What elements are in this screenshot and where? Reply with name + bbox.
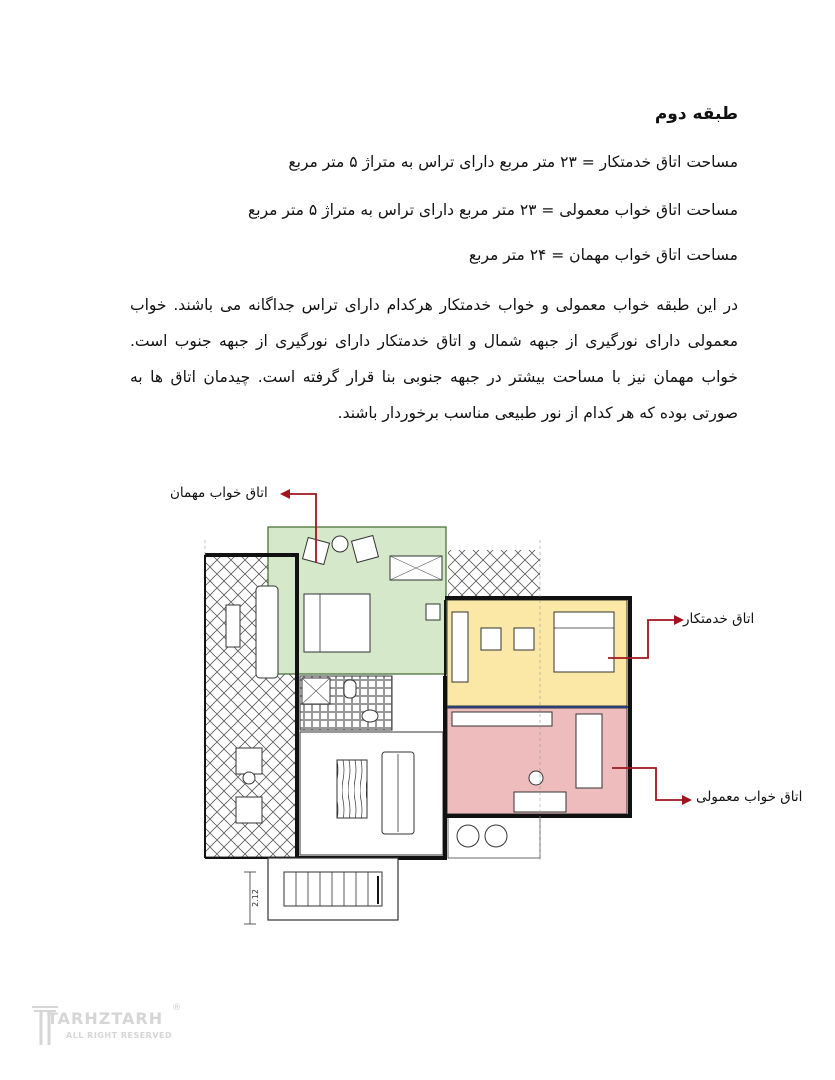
logo-tagline: ALL RIGHT RESERVED	[66, 1031, 173, 1040]
hall-table	[337, 760, 367, 818]
logo-registered-mark: ®	[172, 1003, 181, 1013]
sink	[362, 710, 378, 722]
hall	[300, 732, 443, 855]
servant-room-area-line: مساحت اتاق خدمتکار = ۲۳ متر مربع دارای تراس به متراژ ۵ متر مربع	[288, 153, 738, 171]
north-terrace-hatch	[448, 550, 540, 598]
logo-name: TARHZTARH	[47, 1009, 164, 1028]
common-bedroom-label: اتاق خواب معمولی	[696, 789, 803, 805]
guest-room-label: اتاق خواب مهمان	[170, 485, 268, 501]
terrace-sofa	[256, 586, 278, 678]
description-paragraph: در این طبقه خواب معمولی و خواب خدمتکار هرکدام دارای تراس جداگانه می باشند. خواب معمولی دارای نورگیری از جبهه شمال و اتاق خدمتکار دارای نورگیری از جبهه جنوب است. خواب مهمان نیز با مساحت بیشتر در جبهه جنوبی بنا قرار گرفته است. چیدمان اتاق ها به صورتی بوده که هر کدام از نور طبیعی مناسب برخوردار باشند.	[130, 296, 738, 422]
guest-bedroom-area-line: مساحت اتاق خواب مهمان = ۲۴ متر مربع	[468, 246, 738, 264]
common-bedroom-area-line: مساحت اتاق خواب معمولی = ۲۳ متر مربع دارای تراس به متراژ ۵ متر مربع	[248, 201, 738, 219]
guest-bed	[304, 594, 370, 652]
servant-bed	[554, 612, 614, 672]
toilet	[344, 680, 356, 698]
terrace-bench	[226, 605, 240, 647]
common-arrowhead	[682, 795, 692, 805]
section-heading: طبقه دوم	[654, 104, 738, 124]
tarhztarh-logo	[30, 1003, 190, 1053]
terrace-chair-2	[236, 797, 262, 823]
guest-arrowhead	[280, 489, 290, 499]
servant-room-label: اتاق خدمتکار	[683, 611, 755, 627]
common-bed	[576, 714, 602, 788]
dimension-label: 2.12	[251, 889, 260, 907]
terrace-chair-1	[236, 748, 262, 774]
